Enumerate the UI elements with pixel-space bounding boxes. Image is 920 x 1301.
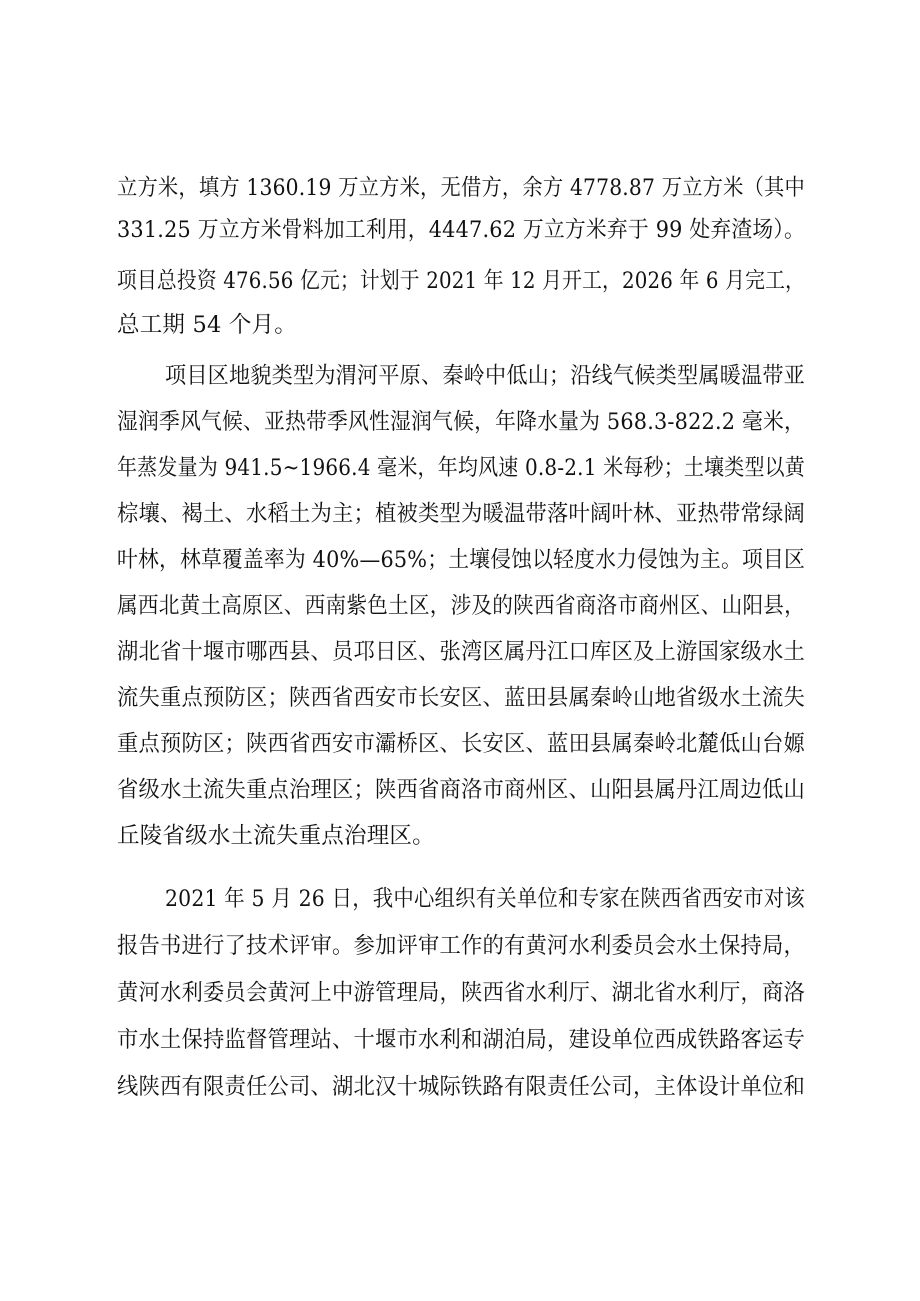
text-line: 报告书进行了技术评审。参加评审工作的有黄河水利委员会水土保持局， xyxy=(117,933,805,959)
text-line: 湖北省十堰市哪西县、员邛日区、张湾区属丹江口库区及上游国家级水土 xyxy=(117,639,805,665)
text-line: 项目区地貌类型为渭河平原、秦岭中低山；沿线气候类型属暖温带亚 xyxy=(165,363,805,389)
text-line: 总工期 54 个月。 xyxy=(117,312,297,338)
text-line: 叶林，林草覆盖率为 40%—65%；土壤侵蚀以轻度水力侵蚀为主。项目区 xyxy=(117,547,805,573)
text-line: 属西北黄土高原区、西南紫色土区，涉及的陕西省商洛市商州区、山阳县， xyxy=(117,593,805,619)
text-line: 市水土保持监督管理站、十堰市水利和湖泊局，建设单位西成铁路客运专 xyxy=(117,1027,805,1053)
text-line: 项目总投资 476.56 亿元；计划于 2021 年 12 月开工，2026 年 6 月完工， xyxy=(117,268,805,294)
text-line: 重点预防区；陕西省西安市灞桥区、长安区、蓝田县属秦岭北麓低山台嫄 xyxy=(117,731,805,757)
text-line: 2021 年 5 月 26 日，我中心组织有关单位和专家在陕西省西安市对该 xyxy=(165,886,805,912)
text-line: 湿润季风气候、亚热带季风性湿润气候，年降水量为 568.3-822.2 毫米， xyxy=(117,409,805,435)
text-line: 黄河水利委员会黄河上中游管理局，陕西省水利厅、湖北省水利厅，商洛 xyxy=(117,980,805,1006)
text-line: 331.25 万立方米骨料加工利用，4447.62 万立方米弃于 99 处弃渣场）。 xyxy=(117,217,805,243)
text-line: 丘陵省级水土流失重点治理区。 xyxy=(117,823,435,849)
text-line: 省级水土流失重点治理区；陕西省商洛市商州区、山阳县属丹江周边低山 xyxy=(117,777,805,803)
text-line: 线陕西有限责任公司、湖北汉十城际铁路有限责任公司，主体设计单位和 xyxy=(117,1074,805,1100)
text-line: 流失重点预防区；陕西省西安市长安区、蓝田县属秦岭山地省级水土流失 xyxy=(117,685,805,711)
text-line: 棕壤、褐土、水稻土为主；植被类型为暖温带落叶阔叶林、亚热带常绿阔 xyxy=(117,501,805,527)
text-line: 年蒸发量为 941.5~1966.4 毫米，年均风速 0.8-2.1 米每秒；土壤类型以黄 xyxy=(117,455,805,481)
text-line: 立方米，填方 1360.19 万立方米，无借方，余方 4778.87 万立方米（其中 xyxy=(117,175,805,201)
